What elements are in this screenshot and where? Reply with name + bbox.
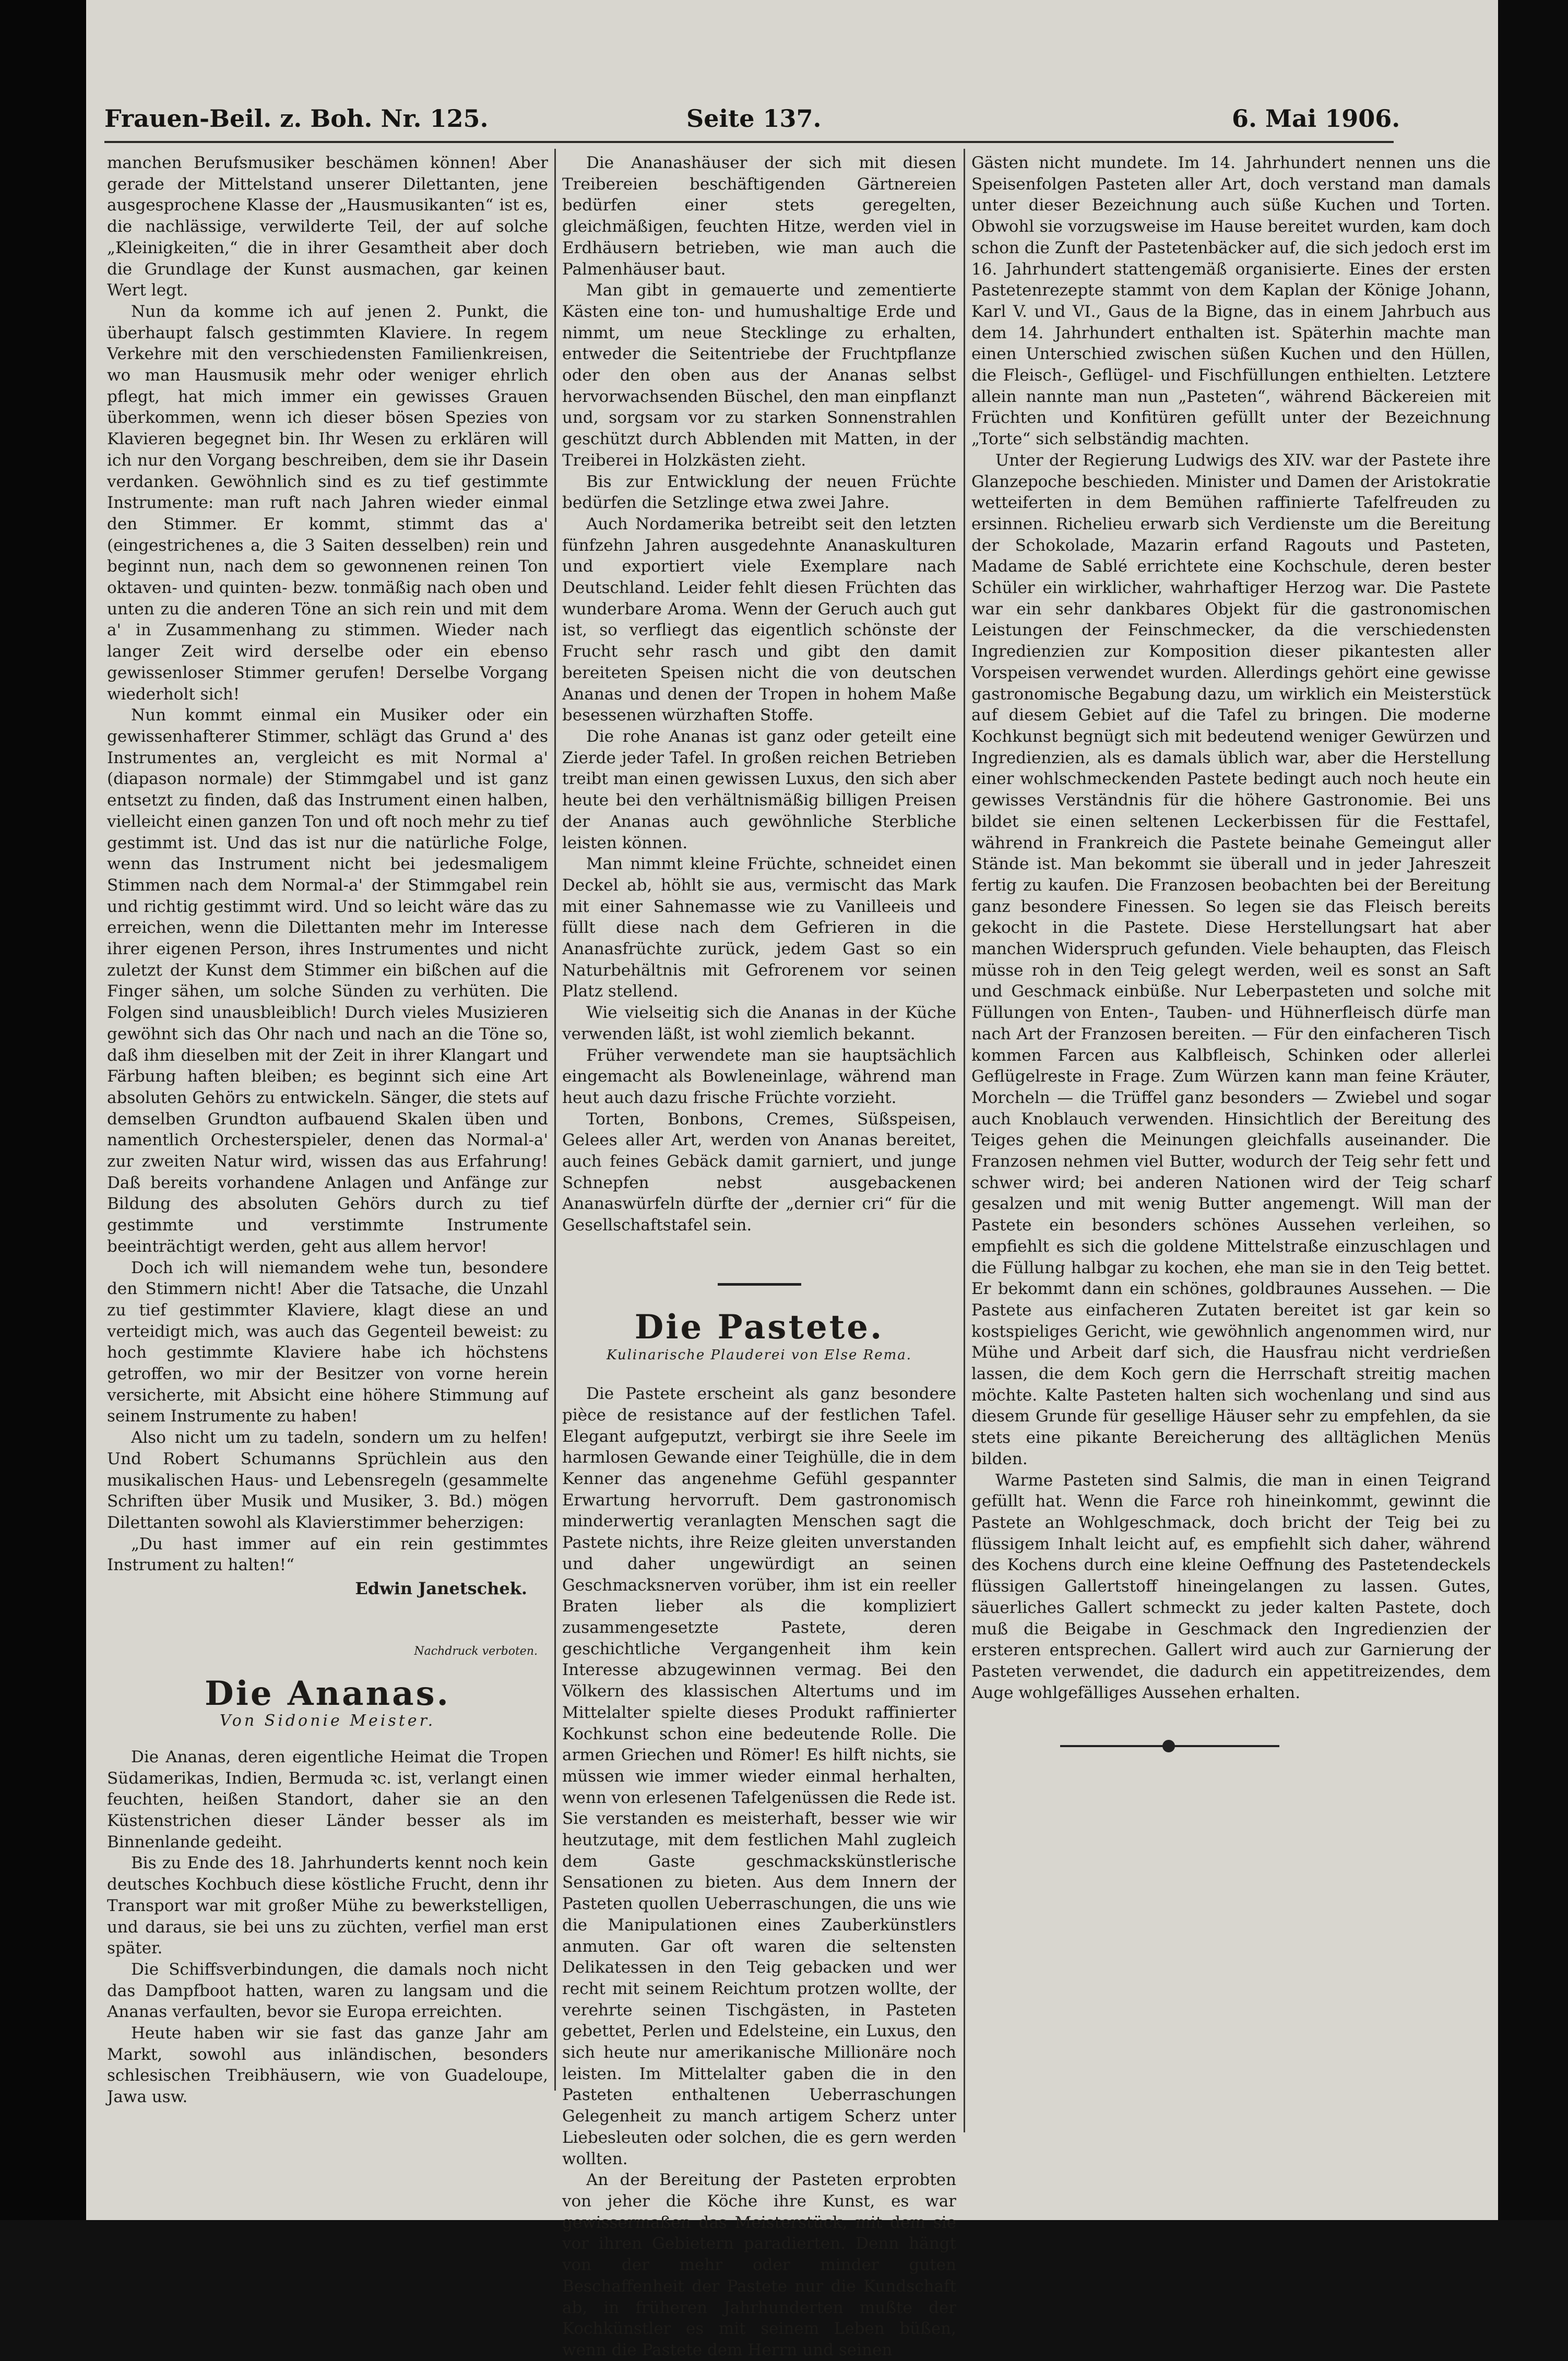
header-date: 6. Mai 1906. xyxy=(1232,104,1400,133)
header-rule xyxy=(104,141,1394,143)
column-2 xyxy=(562,152,956,2359)
paragraph: Heute haben wir sie fast das ganze Jahr am Markt, sowohl aus inländischen, besonders schlesischen Treibhäusern, wie von Guadeloupe, Jawa usw. xyxy=(107,2024,548,2107)
paragraph: Also nicht um zu tadeln, sondern um zu helfen! Und Robert Schumanns Sprüchlein aus den musikalischen Haus- und Lebensregeln (gesammelte Schriften über Musik und Musiker, 3. Bd.) mögen Dilettanten sowohl als Klavierstimmer beherzigen: xyxy=(107,1428,548,1532)
column-3 xyxy=(971,152,1491,2152)
paragraph: Bis zur Entwicklung der neuen Früchte bedürfen die Setzlinge etwa zwei Jahre. xyxy=(562,472,956,513)
header-publication: Frauen-Beil. z. Boh. Nr. 125. xyxy=(104,104,489,133)
paragraph: Man gibt in gemauerte und zementierte Kästen eine ton- und humushaltige Erde und nimmt, um neue Stecklinge zu erhalten, entweder die Seitentriebe der Fruchtpflanze oder den oben aus der Ananas selbst hervorwachsenden Büschel, den man einpflanzt und, sorgsam vor zu starken Sonnenstrahlen geschützt durch Abblenden mit Matten, in der Treiberei in Holzkästen zieht. xyxy=(562,281,956,470)
paragraph: Die rohe Ananas ist ganz oder geteilt eine Zierde jeder Tafel. In großen reichen Betrieben treibt man einen gewissen Luxus, den sich aber heute bei den verhältnismäßig billigen Preisen der Ananas auch gewöhnliche Sterbliche leisten können. xyxy=(562,727,956,852)
column-rule-1 xyxy=(554,149,556,2091)
signature: Edwin Janetschek. xyxy=(355,1579,527,1599)
paragraph: Unter der Regierung Ludwigs des XIV. war der Pastete ihre Glanzepoche beschieden. Minister und Damen der Aristokratie wetteiferten in dem Bemühen raffinierte Tafelfreuden zu ersinnen. Richelieu erwarb sich Verdienste um die Bereitung der Schokolade, Mazarin erfand Ragouts und Pasteten, Madame de Sablé errichtete eine Kochschule, deren bester Schüler ein wirklicher, wahrhaftiger Herzog war. Die Pastete war ein sehr dankbares Objekt für die gastronomischen Leistungen der Feinschmecker, da die verschiedensten Ingredienzien zur Komposition dieser pikantesten aller Vorspeisen verwendet wurden. Allerdings gehört eine gewisse gastronomische Begabung dazu, um wirklich ein Meisterstück auf diesem Gebiet auf die Tafel zu bringen. Die moderne Kochkunst begnügt sich mit bedeutend weniger Gewürzen und Ingredienzien, als es damals üblich war, aber die Herstellung einer wohlschmeckenden Pastete bedingt auch noch heute ein gewisses Verständnis für die höhere Gastronomie. Bei uns bildet sie einen seltenen Leckerbissen für die Festtafel, während in Frankreich die Pastete beinahe Gemeingut aller Stände ist. Man bekommt sie überall und in jeder Jahreszeit fertig zu kaufen. Die Franzosen beobachten bei der Bereitung ganz besondere Finessen. So legen sie das Fleisch bereits gekocht in die Pastete. Diese Herstellungsart hat aber manchen Widerspruch gefunden. Viele behaupten, das Fleisch müsse roh in den Teig gelegt werden, weil es sonst an Saft und Geschmack einbüße. Nur Leberpasteten und solche mit Füllungen von Enten-, Tauben- und Hühnerfleisch dürfe man nach Art der Franzosen bereiten. — Für den einfacheren Tisch kommen Farcen aus Kalbfleisch, Schinken oder allerlei Geflügelreste in Frage. Zum Würzen kann man feine Kräuter, Morcheln — die Trüffel ganz besonders — Zwiebel und sogar auch Knoblauch verwenden. Hinsichtlich der Bereitung des Teiges gehen die Meinungen gleichfalls auseinander. Die Franzosen nehmen viel Butter, wodurch der Teig sehr fett und schwer wird; bei anderen Nationen wird der Teig scharf gesalzen und mit wenig Butter angemengt. Will man der Pastete ein besonders schönes Aussehen verleihen, so empfiehlt es sich die goldene Mittelstraße einzuschlagen und die Füllung halbgar zu kochen, ehe man sie in den Teig bettet. Er bekommt dann ein schönes, goldbraunes Aussehen. — Die Pastete aus einfacheren Zutaten bereitet ist gar kein so kostspieliges Gericht, wie gewöhnlich angenommen wird, nur Mühe und Arbeit darf sich, die Hausfrau nicht verdrießen lassen, die dem Koch gern die Herrschaft streitig machen möchte. Kalte Pasteten halten sich wochenlang und sind aus diesem Grunde für gesellige Häuser sehr zu empfehlen, da sie stets eine pikante Bereicherung des alltäglichen Menüs bilden. xyxy=(971,450,1491,1468)
column-rule-2 xyxy=(964,149,965,2132)
paragraph: Nun da komme ich auf jenen 2. Punkt, die überhaupt falsch gestimmten Klaviere. In regem Verkehre mit den verschiedensten Familienkreisen, wo man Hausmusik mehr oder weniger ehrlich pflegt, hat mich immer ein gewisses Grauen überkommen, wenn ich dieser bösen Spezies von Klavieren begegnet bin. Ihr Wesen zu erklären will ich nur den Vorgang beschreiben, dem sie ihr Dasein verdanken. Gewöhnlich sind es zu tief gestimmte Instrumente: man ruft nach Jahren wieder einmal den Stimmer. Er kommt, stimmt das a' (eingestrichenes a, die 3 Saiten desselben) rein und beginnt nun, nach dem so gewonnenen reinen Ton oktaven- und quinten- bezw. tonmäßig nach oben und unten zu die anderen Töne an sich rein und mit dem a' in Zusammenhang zu stimmen. Wieder nach langer Zeit wird derselbe oder ein ebenso gewissenloser Stimmer gerufen! Derselbe Vorgang wiederholt sich! xyxy=(107,302,548,704)
newspaper-page xyxy=(86,0,1498,2359)
paragraph: Die Ananashäuser der sich mit diesen Treibereien beschäftigenden Gärtnereien bedürfen einer stets geregelten, gleichmäßigen, feuchten Hitze, werden viel in Erdhäusern betrieben, wie man auch die Palmenhäuser baut. xyxy=(562,153,956,279)
paragraph: Die Pastete erscheint als ganz besondere pièce de resistance auf der festlichen Tafel. Elegant aufgeputzt, verbirgt sie ihre Seele im harmlosen Gewande einer Teighülle, die in dem Kenner das angenehme Gefühl gespannter Erwartung hervorruft. Dem gastronomisch minderwertig veranlagten Menschen sagt die Pastete nichts, ihre Reize gleiten unverstanden und daher ungewürdigt an seinen Geschmacksnerven vorüber, ihm ist ein reeller Braten lieber als die kompliziert zusammengesetzte Pastete, deren geschichtliche Vergangenheit ihm kein Interesse abzugewinnen vermag. Bei den Völkern des klassischen Altertums und im Mittelalter spielte dieses Produkt raffinierter Kochkunst schon eine bedeutende Rolle. Die armen Griechen und Römer! Es hilft nichts, sie müssen wie immer wieder einmal herhalten, wenn von erlesenen Tafelgenüssen die Rede ist. Sie verstanden es meisterhaft, besser wie wir heutzutage, mit dem festlichen Mahl zugleich dem Gaste geschmackskünstlerische Sensationen zu bieten. Aus dem Innern der Pasteten quollen Ueberraschungen, die uns wie die Manipulationen eines Zauberkünstlers anmuten. Gar oft waren die seltensten Delikatessen in den Teig gebacken und wer recht mit seinem Reichtum protzen wollte, der verehrte seinen Tischgästen, in Pasteten gebettet, Perlen und Edelsteine, ein Luxus, den sich heute nur amerikanische Millionäre noch leisten. Im Mittelalter gaben die in den Pasteten enthaltenen Ueberraschungen Gelegenheit zu manch artigem Scherz unter Liebesleuten oder solchen, die es gern werden wollten. xyxy=(562,1384,956,2168)
paragraph: Warme Pasteten sind Salmis, die man in einen Teigrand gefüllt hat. Wenn die Farce roh hineinkommt, gewinnt die Pastete an Wohlgeschmack, doch bricht der Teig bei zu flüssigem Inhalt leicht auf, es empfiehlt sich daher, während des Kochens durch eine kleine Oeffnung des Pastetendeckels flüssigen Gallertstoff hineingelangen zu lassen. Gutes, säuerliches Gallert schmeckt zu jeder kalten Pastete, doch muß die Beigabe in Geschmack den Ingredienzien der ersteren entsprechen. Gallert wird auch zur Garnierung der Pasteten verwendet, die dadurch ein appetitreizendes, dem Auge wohlgefälliges Aussehen erhalten. xyxy=(971,1470,1491,1702)
paragraph: Gästen nicht mundete. Im 14. Jahrhundert nennen uns die Speisenfolgen Pasteten aller Art, doch verstand man damals unter dieser Bezeichnung auch süße Kuchen und Torten. Obwohl sie vorzugsweise im Hause bereitet wurden, kam doch schon die Zunft der Pastetenbäcker auf, die sich jedoch erst im 16. Jahrhundert stattengemäß organisierte. Eines der ersten Pastetenrezepte stammt von dem Kaplan der Könige Johann, Karl V. und VI., Gaus de la Bigne, das in einem Jahrbuch aus dem 14. Jahrhundert enthalten ist. Späterhin machte man einen Unterschied zwischen süßen Kuchen und den Hüllen, die Fleisch-, Geflügel- und Fischfüllungen enthielten. Letztere allein nannte man nun „Pasteten“, während Bäckereien mit Früchten und Konfitüren gefüllt unter der Bezeichnung „Torte“ sich selbständig machten. xyxy=(971,153,1491,449)
scan-border-right xyxy=(1498,0,1568,2220)
scan-border-left xyxy=(0,0,86,2220)
article-byline: Kulinarische Plauderei von Else Rema. xyxy=(606,1347,912,1363)
end-ornament xyxy=(971,1729,1491,1761)
section-divider xyxy=(718,1283,801,1286)
paragraph: Doch ich will niemandem wehe tun, besondere den Stimmern nicht! Aber die Tatsache, die Unzahl zu tief gestimmter Klaviere, klagt diese an und verteidigt mich, was auch das Gegenteil beweist: zu hoch gestimmte Klaviere habe ich höchstens getroffen, wo mir der Besitzer von vorne herein versicherte, mit Absicht eine höhere Stimmung auf seinem Instrumente zu haben! xyxy=(107,1258,548,1426)
paragraph: An der Bereitung der Pasteten erprobten von jeher die Köche ihre Kunst, es war gewissermaßen das Meisterstück, mit dem sie vor ihren Gebietern paradierten. Denn hängt von der mehr oder minder guten Beschaffenheit der Pastete nur die Kundschaft ab, in früheren Jahrhunderten mußte der Kochkünstler es mit seinem Leben büßen, wenn die Pastete dem Herrn und seinen xyxy=(562,2170,956,2359)
ornament-dot xyxy=(1162,1740,1175,1752)
column-1 xyxy=(107,152,548,2107)
paragraph: Früher verwendete man sie hauptsächlich eingemacht als Bowleneinlage, während man heut auch dazu frische Früchte vorzieht. xyxy=(562,1046,956,1107)
paragraph: manchen Berufsmusiker beschämen können! Aber gerade der Mittelstand unserer Dilettanten, jene ausgesprochene Klasse der „Hausmusikanten“ ist es, die nachlässige, verwilderte Teil, der auf solche „Kleinigkeiten,“ die in ihrer Gesamtheit aber doch die Grundlage der Kunst ausmachen, gar keinen Wert legt. xyxy=(107,153,548,300)
article-title: Die Ananas. xyxy=(205,1674,450,1713)
article-byline: Von Sidonie Meister. xyxy=(219,1712,436,1730)
article-title: Die Pastete. xyxy=(634,1307,884,1347)
reprint-note: Nachdruck verboten. xyxy=(414,1644,538,1658)
paragraph: Die Ananas, deren eigentliche Heimat die Tropen Südamerikas, Indien, Bermuda ꝛc. ist, verlangt einen feuchten, heißen Standort, daher sie an den Küstenstrichen dieser Länder besser als im Binnenlande gedeiht. xyxy=(107,1747,548,1852)
quote: „Du hast immer auf ein rein gestimmtes Instrument zu halten!“ xyxy=(107,1534,548,1575)
paragraph: Nun kommt einmal ein Musiker oder ein gewissenhafterer Stimmer, schlägt das Grund a' des Instrumentes an, vergleicht es mit Normal a' (diapason normale) der Stimmgabel und ist ganz entsetzt zu finden, daß das Instrument einen halben, vielleicht einen ganzen Ton und oft noch mehr zu tief gestimmt ist. Und das ist nur die natürliche Folge, wenn das Instrument nicht bei jedesmaligem Stimmen nach dem Normal-a' der Stimmgabel rein und richtig gestimmt wird. Und so leicht wäre das zu erreichen, wenn die Dilettanten mehr im Interesse ihrer eigenen Person, ihres Instrumentes und nicht zuletzt der Kunst dem Stimmer ein bißchen auf die Finger sähen, um solche Sünden zu verhüten. Die Folgen sind unausbleiblich! Durch vieles Musizieren gewöhnt sich das Ohr nach und nach an die Töne so, daß ihm dieselben mit der Zeit in ihrer Klangart und Färbung haften bleiben; es beginnt sich eine Art absoluten Gehörs zu entwickeln. Sänger, die stets auf demselben Grundton aufbauend Skalen üben und namentlich Orchesterspieler, denen das Normal-a' zur zweiten Natur wird, wissen das aus Erfahrung! Daß bereits vorhandene Anlagen und Anfänge zur Bildung des absoluten Gehörs durch zu tief gestimmte und verstimmte Instrumente beeinträchtigt werden, geht aus allem hervor! xyxy=(107,706,548,1256)
paragraph: Wie vielseitig sich die Ananas in der Küche verwenden läßt, ist wohl ziemlich bekannt. xyxy=(562,1003,956,1043)
paragraph: Die Schiffsverbindungen, die damals noch nicht das Dampfboot hatten, waren zu langsam und die Ananas verfaulten, bevor sie Europa erreichten. xyxy=(107,1960,548,2022)
paragraph: Man nimmt kleine Früchte, schneidet einen Deckel ab, höhlt sie aus, vermischt das Mark mit einer Sahnemasse wie zu Vanilleeis und füllt diese nach dem Gefrieren in die Ananasfrüchte zurück, jedem Gast so ein Naturbehältnis mit Gefrorenem vor seinen Platz stellend. xyxy=(562,855,956,1001)
paragraph: Auch Nordamerika betreibt seit den letzten fünfzehn Jahren ausgedehnte Ananaskulturen und exportiert viele Exemplare nach Deutschland. Leider fehlt diesen Früchten das wunderbare Aroma. Wenn der Geruch auch gut ist, so verfliegt das eigentlich schönste der Frucht sehr rasch und gibt den damit bereiteten Speisen nicht die von deutschen Ananas und denen der Tropen in hohem Maße besessenen würzhaften Stoffe. xyxy=(562,514,956,725)
paragraph: Torten, Bonbons, Cremes, Süßspeisen, Gelees aller Art, werden von Ananas bereitet, auch feines Gebäck damit garniert, und junge Schnepfen nebst ausgebackenen Ananaswürfeln dürfte der „dernier cri“ für die Gesellschaftstafel sein. xyxy=(562,1109,956,1235)
paragraph: Bis zu Ende des 18. Jahrhunderts kennt noch kein deutsches Kochbuch diese köstliche Frucht, denn ihr Transport war mit großer Mühe zu bewerkstelligen, und daraus, sie bei uns zu züchten, verfiel man erst später. xyxy=(107,1854,548,1958)
header-page-number: Seite 137. xyxy=(686,104,822,133)
